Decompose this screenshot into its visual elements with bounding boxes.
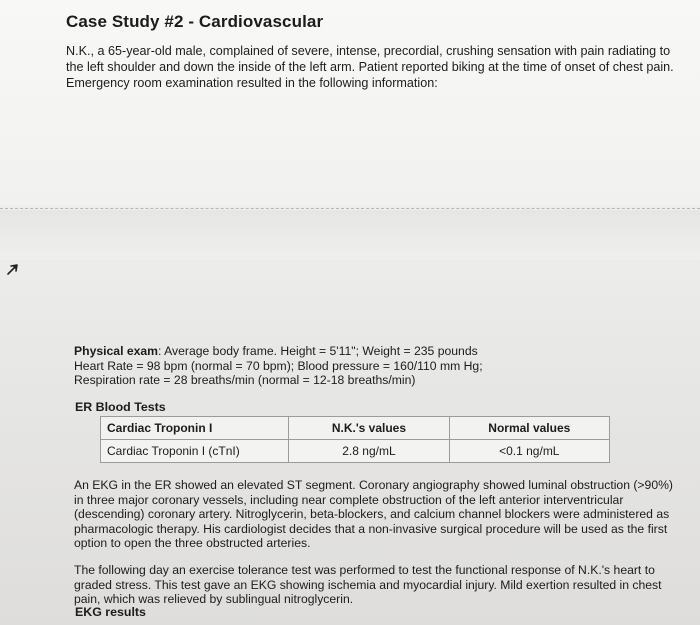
- physical-exam-label: Physical exam: [74, 344, 159, 358]
- physical-exam-section: [74, 344, 674, 388]
- intro-paragraph: N.K., a 65-year-old male, complained of severe, intense, precordial, crushing sensation with pain radiating to the left shoulder and down the inside of the left arm. Patient reported biking at the time of onset of chest pain. Emergency room examination resulted in the following information:: [66, 44, 674, 90]
- page-title: Case Study #2 - Cardiovascular: [66, 12, 324, 31]
- table-header-cell: Cardiac Troponin I: [101, 417, 289, 440]
- exercise-test-paragraph: The following day an exercise tolerance test was performed to test the functional response of N.K.'s heart to graded stress. This test gave an EKG showing ischemia and myocardial injury. Mild exertion resulted in chest pain, which was relieved by sublingual nitroglycerin.: [74, 563, 662, 606]
- page-fold-line: [0, 208, 700, 209]
- physical-exam-line-1: [74, 344, 674, 359]
- physical-exam-line-3: Respiration rate = 28 breaths/min (normal = 12-18 breaths/min): [74, 373, 416, 387]
- er-blood-tests-table: [100, 416, 610, 463]
- table-cell: Cardiac Troponin I (cTnI): [101, 440, 289, 463]
- arrow-cursor-icon: [6, 262, 20, 276]
- physical-exam-line-2: Heart Rate = 98 bpm (normal = 70 bpm); Blood pressure = 160/110 mm Hg;: [74, 358, 483, 373]
- page-gap-band: [0, 210, 700, 260]
- ekg-results-heading: EKG results: [75, 605, 146, 619]
- table-header-cell: Normal values: [449, 417, 609, 440]
- table-header-cell: N.K.'s values: [289, 417, 449, 440]
- table-header-row: [101, 417, 610, 440]
- physical-exam-body-frame: : Average body frame. Height = 5'11"; Weight = 235 pounds: [158, 344, 478, 358]
- er-blood-tests-heading: ER Blood Tests: [75, 400, 166, 414]
- table-cell: 2.8 ng/mL: [289, 440, 449, 463]
- ekg-paragraph: An EKG in the ER showed an elevated ST segment. Coronary angiography showed luminal obstruction (>90%) in three major coronary vessels, including near complete obstruction of the left anterior interventricular (descending) coronary artery. Nitroglycerin, beta-blockers, and calcium channel blockers were administered as pharmacologic therapy. His cardiologist decides that a non-invasive surgical procedure will be used as the first option to open the three obstructed arteries.: [74, 478, 673, 550]
- table-cell: <0.1 ng/mL: [449, 440, 609, 463]
- table-row: [101, 440, 610, 463]
